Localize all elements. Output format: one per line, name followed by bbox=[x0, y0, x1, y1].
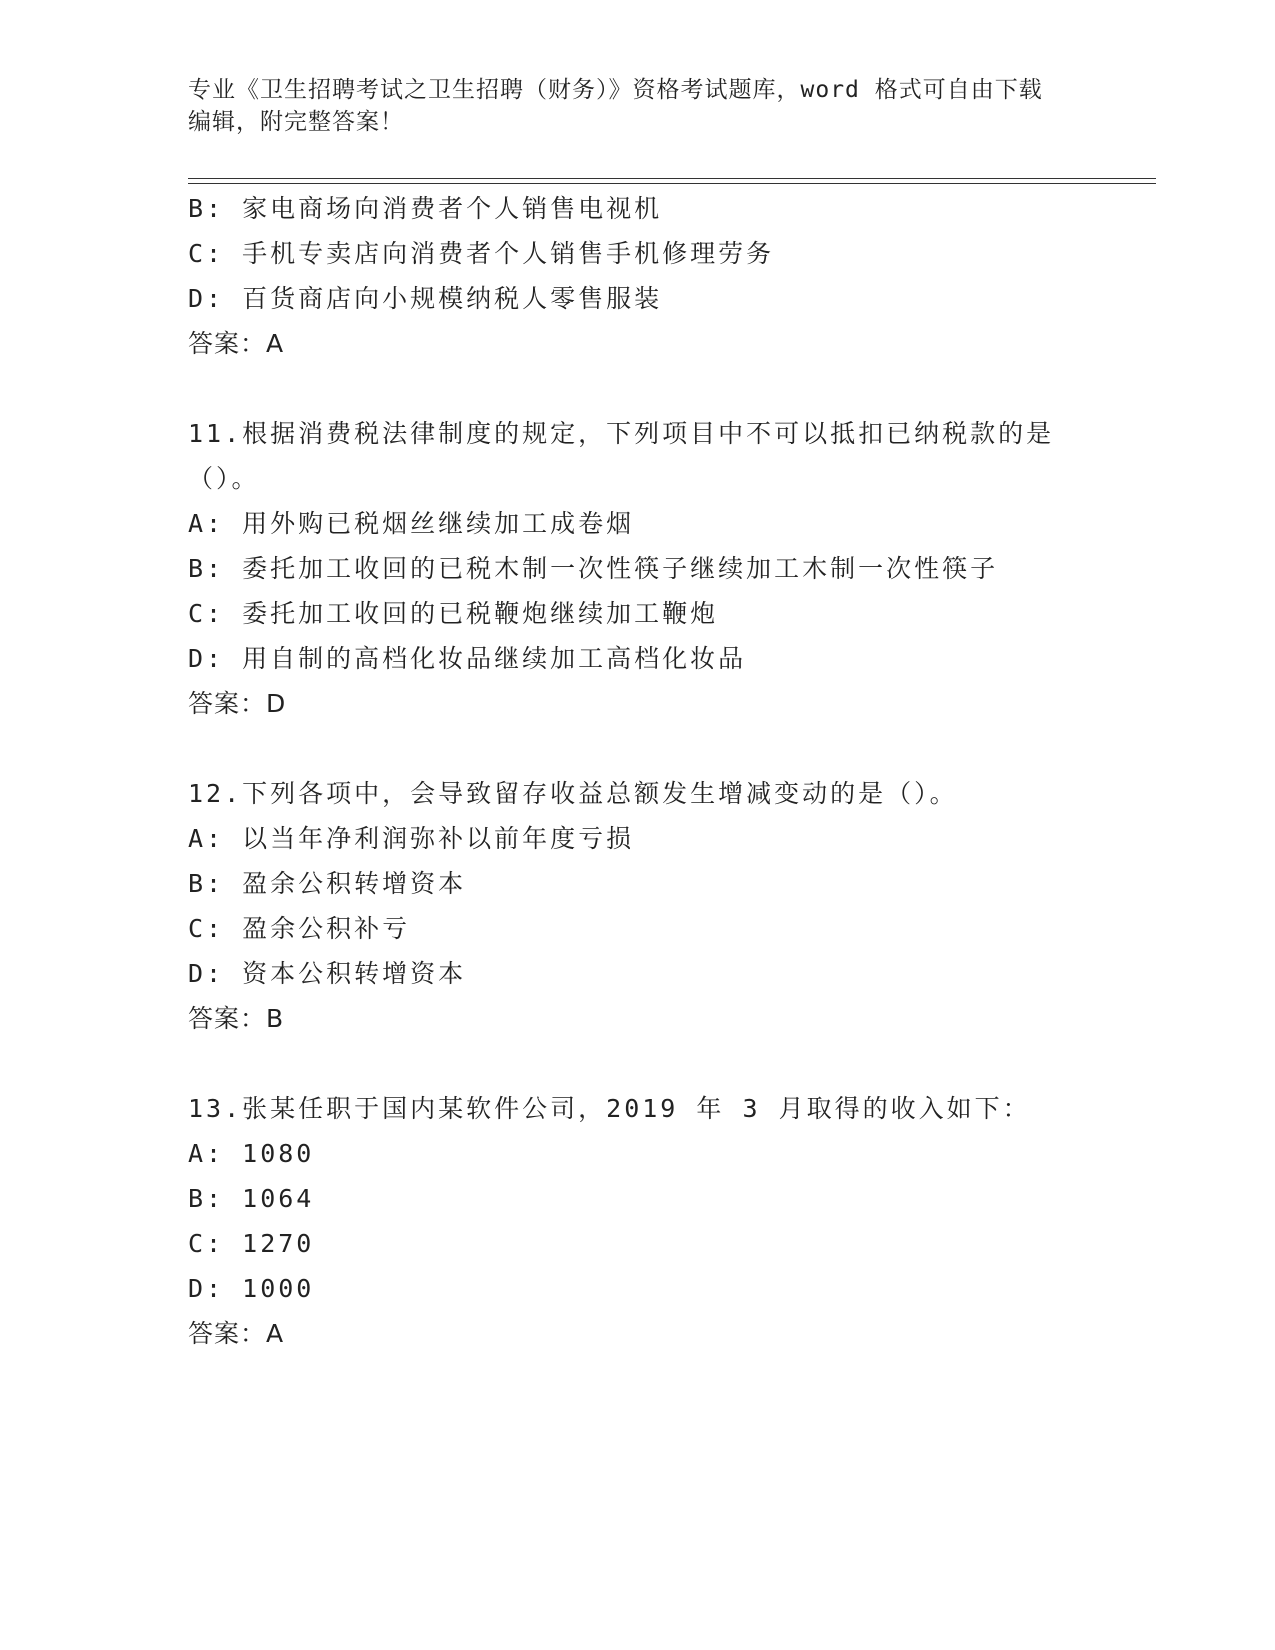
header-title-line-1: 专业《卫生招聘考试之卫生招聘（财务）》资格考试题库，word 格式可自由下载 bbox=[188, 77, 1043, 103]
document-header bbox=[188, 74, 1088, 138]
q11-stem-line-1: 11.根据消费税法律制度的规定，下列项目中不可以抵扣已纳税款的是 bbox=[188, 419, 1055, 448]
q11-option-c: C: 委托加工收回的已税鞭炮继续加工鞭炮 bbox=[188, 599, 719, 628]
q13-option-b: B: 1064 bbox=[188, 1184, 315, 1213]
q11-option-b: B: 委托加工收回的已税木制一次性筷子继续加工木制一次性筷子 bbox=[188, 554, 999, 583]
q12-option-a: A: 以当年净利润弥补以前年度亏损 bbox=[188, 824, 635, 853]
q11-option-a: A: 用外购已税烟丝继续加工成卷烟 bbox=[188, 509, 635, 538]
q11-option-d: D: 用自制的高档化妆品继续加工高档化妆品 bbox=[188, 644, 747, 673]
q12-stem: 12.下列各项中，会导致留存收益总额发生增减变动的是（）。 bbox=[188, 779, 958, 808]
q13-answer: 答案：A bbox=[188, 1319, 285, 1348]
q10-option-c: C: 手机专卖店向消费者个人销售手机修理劳务 bbox=[188, 239, 775, 268]
header-divider-top bbox=[188, 178, 1156, 179]
q12-option-d: D: 资本公积转增资本 bbox=[188, 959, 467, 988]
q12-answer: 答案：B bbox=[188, 1004, 285, 1033]
q12-option-c: C: 盈余公积补亏 bbox=[188, 914, 411, 943]
q11-answer: 答案：D bbox=[188, 689, 287, 718]
q12-option-b: B: 盈余公积转增资本 bbox=[188, 869, 467, 898]
q10-answer: 答案：A bbox=[188, 329, 285, 358]
q13-option-d: D: 1000 bbox=[188, 1274, 315, 1303]
q11-stem-line-2: （）。 bbox=[188, 464, 260, 493]
q13-option-a: A: 1080 bbox=[188, 1139, 315, 1168]
header-divider-bottom bbox=[188, 183, 1156, 184]
q10-option-b: B: 家电商场向消费者个人销售电视机 bbox=[188, 194, 663, 223]
q10-option-d: D: 百货商店向小规模纳税人零售服装 bbox=[188, 284, 663, 313]
header-title-line-2: 编辑，附完整答案！ bbox=[188, 109, 404, 135]
q13-stem: 13.张某任职于国内某软件公司，2019 年 3 月取得的收入如下： bbox=[188, 1094, 1031, 1123]
q13-option-c: C: 1270 bbox=[188, 1229, 315, 1258]
